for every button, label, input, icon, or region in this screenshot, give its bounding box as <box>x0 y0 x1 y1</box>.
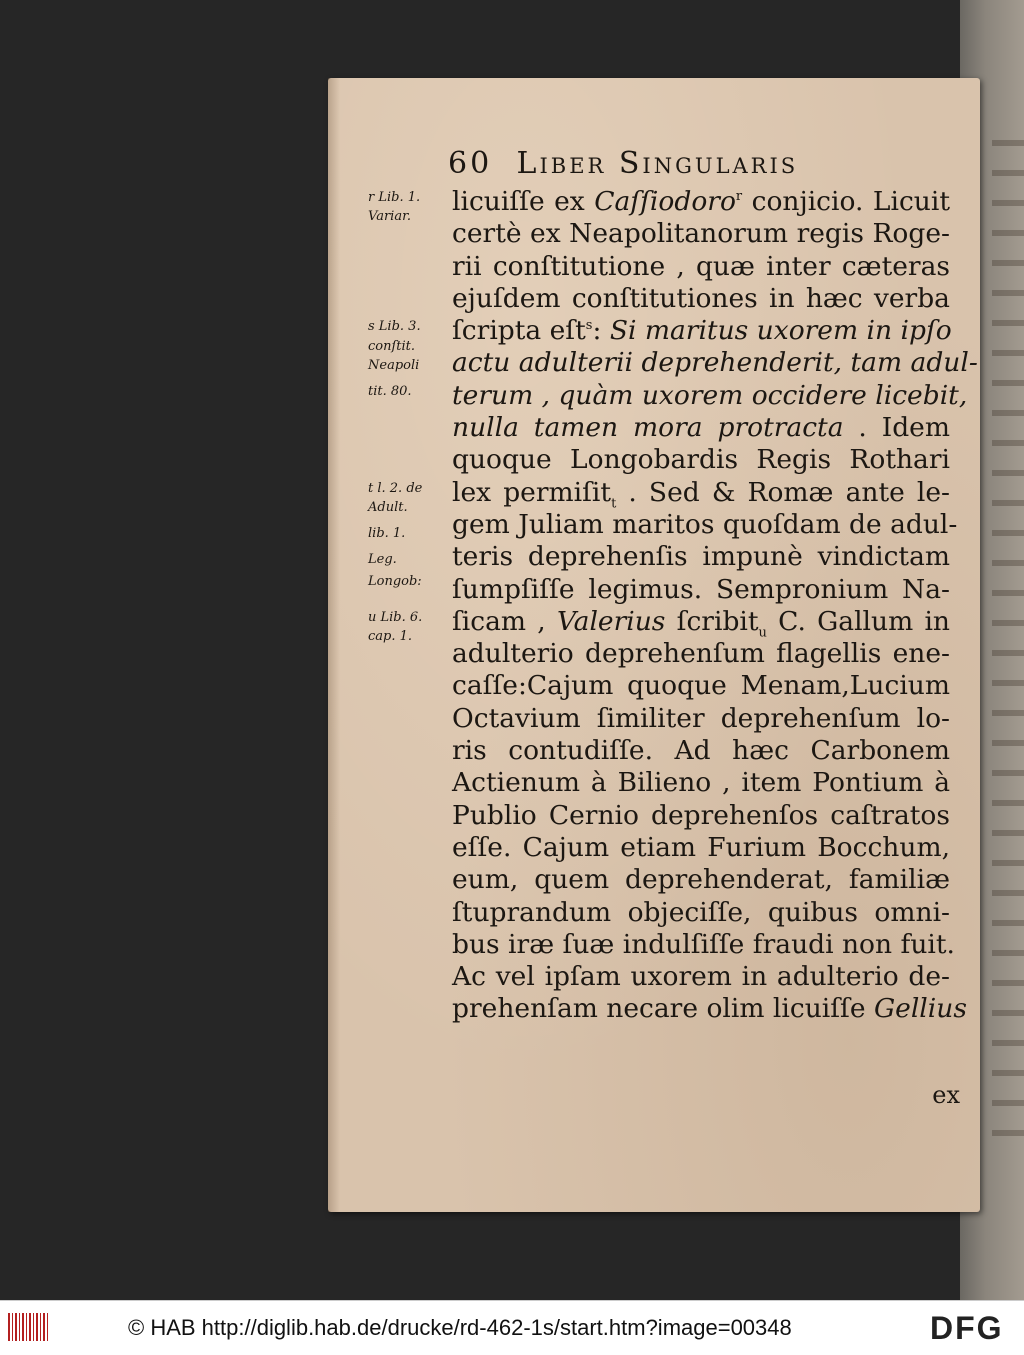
italic-run: terum , quàm uxorem occidere licebit, <box>452 379 968 411</box>
text-run: certè ex Neapolitanorum regis Roge- <box>452 218 950 250</box>
text-line <box>452 477 950 509</box>
text-line <box>452 928 955 961</box>
margin-note: Variar. <box>368 209 411 225</box>
text-run: lex permiſit <box>452 476 612 508</box>
text-run: Octavium ſimiliter deprehenſum lo- <box>452 702 950 734</box>
text-line <box>452 993 967 1025</box>
margin-note: cap. 1. <box>368 629 413 645</box>
text-run: caſſe:Cajum quoque Menam,Lucium <box>452 670 950 702</box>
margin-note: s Lib. 3. <box>368 319 421 335</box>
margin-note: u Lib. 6. <box>368 609 423 625</box>
text-line <box>452 703 950 735</box>
margin-note: lib. 1. <box>368 525 406 541</box>
margin-note: Adult. <box>368 500 408 516</box>
running-head <box>448 146 968 186</box>
text-line <box>452 508 958 541</box>
text-run: ejuſdem conſtitutiones in hæc verba <box>452 282 950 314</box>
text-run: prehenſam necare olim licuiſſe <box>452 993 874 1025</box>
text-line <box>452 379 968 412</box>
margin-note: Longob: <box>368 574 422 590</box>
running-title: Liber Singularis <box>516 146 799 181</box>
italic-run: actu adulterii deprehenderit, tam adul- <box>452 347 978 379</box>
text-run: : <box>592 315 610 347</box>
text-line <box>452 283 950 315</box>
text-run: adulterio deprehenſum flagellis ene- <box>452 638 950 670</box>
text-line <box>452 832 950 864</box>
italic-run: Caſſiodoro <box>594 186 736 217</box>
text-line <box>452 315 950 347</box>
text-run: teris deprehenſis impunè vindictam <box>452 541 950 573</box>
text-line <box>452 218 950 250</box>
text-line <box>452 961 950 993</box>
text-run: ris contudiſſe. Ad hæc Carbonem <box>452 735 950 767</box>
copyright-link[interactable]: © HAB http://diglib.hab.de/drucke/rd-462-1s/start.htm?image=00348 <box>128 1315 792 1340</box>
text-line <box>452 605 950 641</box>
text-line <box>452 444 950 476</box>
text-run: conjicio. Licuit <box>742 186 950 217</box>
text-line <box>452 864 950 896</box>
text-run: ſcripta eſt <box>452 315 586 347</box>
text-line <box>452 541 950 573</box>
text-run: ſcribit <box>665 605 759 637</box>
adjacent-page-text-shadow <box>992 140 1024 1140</box>
text-run: C. Gallum in <box>766 605 950 637</box>
text-line <box>452 897 950 929</box>
margin-note: Neapoli <box>368 357 420 373</box>
text-line <box>452 412 950 444</box>
note-marker: t <box>611 495 617 511</box>
footer-bar <box>0 1300 1024 1355</box>
note-marker: s <box>585 318 593 334</box>
text-run: eſſe. Cajum etiam Furium Bocchum, <box>452 831 950 863</box>
text-run: ſicam , <box>452 605 557 637</box>
page-number: 60 <box>448 146 493 181</box>
body-text <box>452 186 978 1026</box>
margin-note: tit. 80. <box>368 383 412 399</box>
text-run: rii conſtitutione , quæ inter cæteras <box>452 250 950 282</box>
text-run: gem Juliam maritos quoſdam de adul- <box>452 508 958 540</box>
text-run: licuiſſe ex <box>452 186 595 217</box>
italic-run: Valerius <box>556 605 666 637</box>
text-line <box>452 574 950 606</box>
text-run: Ac vel ipſam uxorem in adulterio de- <box>452 961 950 993</box>
text-line <box>452 767 950 799</box>
italic-run: Si maritus uxorem in ipſo <box>609 315 952 347</box>
text-run: . Idem <box>843 412 950 444</box>
margin-note: r Lib. 1. <box>368 190 421 205</box>
book-page <box>328 78 980 1212</box>
page-gutter-shadow <box>328 78 340 1212</box>
text-line <box>452 638 950 670</box>
text-run: Publio Cernio deprehenſos caſtratos <box>452 799 950 831</box>
margin-note: Leg. <box>368 551 397 567</box>
text-line <box>452 800 950 832</box>
dfg-logo: DFG <box>930 1310 1004 1346</box>
note-marker: u <box>758 625 767 641</box>
text-line <box>452 186 950 218</box>
text-run: . Sed & Romæ ante le- <box>616 476 950 508</box>
italic-run: nulla tamen mora protracta <box>452 412 844 444</box>
text-line <box>452 670 950 702</box>
margin-note: t l. 2. de <box>368 480 423 496</box>
text-run: ſumpſiſſe legimus. Sempronium Na- <box>452 573 950 605</box>
text-run: eum, quem deprehenderat, familiæ <box>452 864 950 896</box>
hab-barcode-icon <box>8 1313 48 1341</box>
text-line <box>452 735 950 767</box>
text-line <box>452 251 950 283</box>
text-run: Actienum à Bilieno , item Pontium à <box>452 767 950 799</box>
catchword: ex <box>932 1081 960 1109</box>
note-marker: r <box>735 189 743 205</box>
text-run: quoque Longobardis Regis Rothari <box>452 444 950 476</box>
text-run: ſtuprandum objeciſſe, quibus omni- <box>452 896 950 928</box>
text-line <box>452 347 978 379</box>
margin-note: conſtit. <box>368 338 416 354</box>
italic-run: Gellius <box>873 993 967 1025</box>
text-run: bus iræ ſuæ indulſiſſe fraudi non fuit. <box>452 928 955 960</box>
